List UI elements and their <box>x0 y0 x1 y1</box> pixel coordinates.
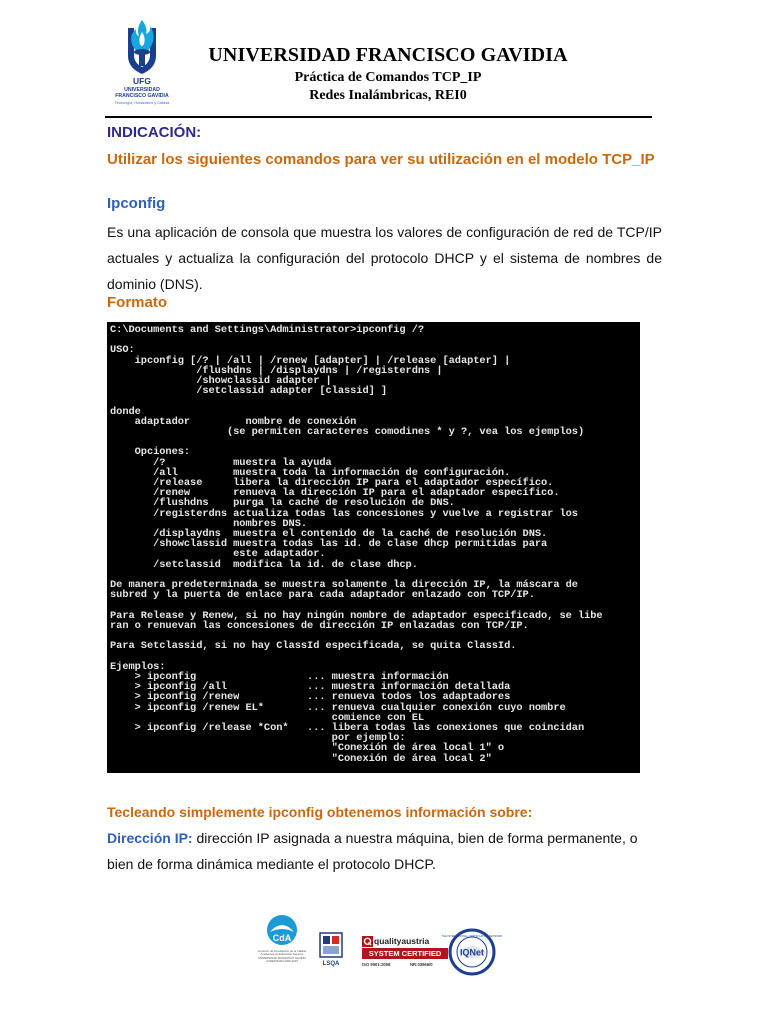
logo-abbr: UFG <box>133 76 151 86</box>
qualityaustria-q-icon <box>362 936 373 947</box>
instruction-heading: Utilizar los siguientes comandos para ver su utilización en el modelo TCP_IP <box>107 151 655 168</box>
logo-tagline: Tecnología, Humanismo y Calidad <box>114 101 170 105</box>
console-output: C:\Documents and Settings\Administrator>ipconfig /? USO: ipconfig [/? | /all | /renew [adapter] | /release [adapter] | /flushdns | /displaydns | /registerdns | /showclassid adapter | /setclassid adapter [classid] ] donde adaptador nombre de conexión (se permiten caracteres comodines * y ?, vea los ejemplos) Opciones: /? muestra la ayuda /all muestra toda la información de configuración. /release libera la dirección IP para el adaptador específico. /renew renueva la dirección IP para el adaptador específico. /flushdns purga la caché de resolución de DNS. /registerdns actualiza todas las concesiones y vuelve a registrar los nombres DNS. /displaydns muestra el contenido de la caché de resolución DNS. /showclassid muestra todas las id. de clase dhcp permitidas para este adaptador. /setclassid modifica la id. de clase dhcp. De manera predeterminada se muestra solamente la dirección IP, la máscara de subred y la puerta de enlace para cada adaptador enlazado con TCP/IP. Para Release y Renew, si no hay ningún nombre de adaptador especificado, se libe ran o renuevan las concesiones de dirección IP enlazadas con TCP/IP. Para Setclassid, si no hay ClassId especificada, se quita ClassId. Ejemplos: > ipconfig ... muestra información > ipconfig /all ... muestra información detallada > ipconfig /renew ... renueva todos los adaptadores > ipconfig /renew EL* ... renueva cualquier conexión cuyo nombre comience con EL > ipconfig /release *Con* ... libera todas las conexiones que coincidan por ejemplo: "Conexión de área local 1" o "Conexión de área local 2" <box>110 324 603 765</box>
iqnet-label: IQNet <box>459 947 485 958</box>
cda-abbr: CdA <box>272 933 292 943</box>
direccion-ip-paragraph <box>107 825 662 877</box>
direccion-ip-text: dirección IP asignada a nuestra máquina, bien de forma permanente, o bien de forma dinámica mediante el protocolo DHCP. <box>107 830 638 872</box>
iqnet-logo <box>441 928 503 976</box>
console-screenshot <box>107 322 640 773</box>
certificate-number: NR:03666/0 <box>410 962 433 967</box>
logo-name-line1: UNIVERSIDAD <box>124 87 160 93</box>
ufg-logo <box>104 18 180 110</box>
cda-emblem-icon <box>254 914 310 950</box>
lsqa-label: LSQA <box>322 961 340 967</box>
document-subtitle: Práctica de Comandos TCP_IP <box>294 70 482 85</box>
ufg-flame-torch-logo-icon <box>104 18 180 78</box>
direccion-ip-label: Dirección IP: <box>107 830 193 846</box>
cda-caption: Comisión de Acreditación de la Calidad Académica de Educación Superior UNIVERSIDAD FRANCISCO GAVIDIA ACREDITADA 2005-2015 <box>257 949 307 964</box>
accreditation-footer <box>254 914 514 978</box>
system-certified-bar: SYSTEM CERTIFIED <box>362 948 448 959</box>
lsqa-logo <box>318 931 344 973</box>
iqnet-ring-text: THE INTERNATIONAL CERTIFICATION NETWORK <box>441 935 503 938</box>
header-divider <box>105 116 652 118</box>
course-subtitle: Redes Inalámbricas, REI0 <box>309 88 467 103</box>
qualityaustria-logo <box>362 936 448 974</box>
cda-logo <box>254 914 310 978</box>
ipconfig-heading: Ipconfig <box>107 195 166 212</box>
tecleando-heading: Tecleando simplemente ipconfig obtenemos información sobre: <box>107 804 533 820</box>
formato-heading: Formato <box>107 294 167 311</box>
iqnet-seal-icon <box>441 928 503 976</box>
indicacion-heading: INDICACIÓN: <box>107 124 202 141</box>
logo-name-line2: FRANCISCO GAVIDIA <box>115 93 169 99</box>
qualityaustria-name: qualityaustria <box>374 936 430 946</box>
lsqa-emblem-icon <box>318 931 344 961</box>
ipconfig-description: Es una aplicación de consola que muestra los valores de configuración de red de TCP/IP actuales y actualiza la configuración del protocolo DHCP y el sistema de nombres de dominio (DNS). <box>107 224 662 292</box>
iso-label: ISO 9001:2008 <box>362 962 391 967</box>
university-title: UNIVERSIDAD FRANCISCO GAVIDIA <box>208 44 568 66</box>
